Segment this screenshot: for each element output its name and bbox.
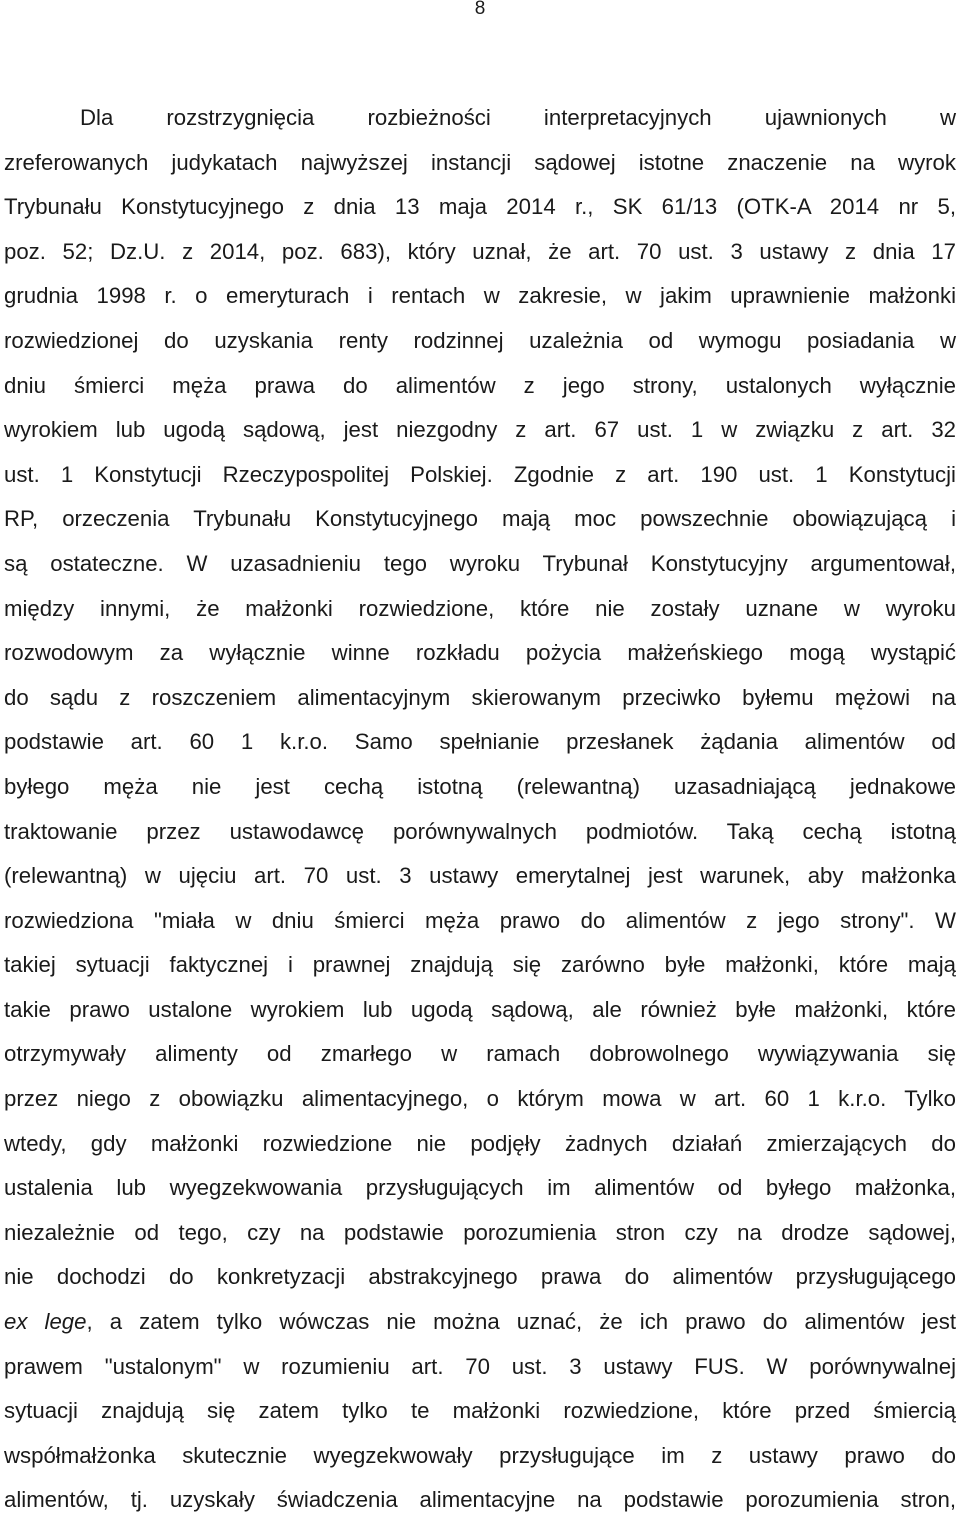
text-line: ustalenia lub wyegzekwowania przysługujących im alimentów od byłego małżonka,	[4, 1175, 956, 1201]
latin-phrase: ex lege	[4, 1309, 87, 1335]
page-number: 8	[474, 0, 486, 19]
text-line: RP, orzeczenia Trybunału Konstytucyjnego mają moc powszechnie obowiązującą i	[4, 506, 956, 532]
text-line: poz. 52; Dz.U. z 2014, poz. 683), który uznał, że art. 70 ust. 3 ustawy z dnia 17	[4, 238, 956, 264]
text-line: ust. 1 Konstytucji Rzeczypospolitej Polskiej. Zgodnie z art. 190 ust. 1 Konstytucji	[4, 461, 956, 487]
text-line: otrzymywały alimenty od zmarłego w ramach dobrowolnego wywiązywania się	[4, 1041, 956, 1067]
text-line: dniu śmierci męża prawa do alimentów z jego strony, ustalonych wyłącznie	[4, 372, 956, 398]
text-line: rozwiedzionej do uzyskania renty rodzinnej uzależnia od wymogu posiadania w	[4, 327, 956, 353]
text-line: współmałżonka skutecznie wyegzekwowały przysługujące im z ustawy prawo do	[4, 1442, 956, 1468]
text-line: ex lege, a zatem tylko wówczas nie można uznać, że ich prawo do alimentów jest	[4, 1309, 956, 1335]
text-line: są ostateczne. W uzasadnieniu tego wyroku Trybunał Konstytucyjny argumentował,	[4, 550, 956, 576]
text-line: traktowanie przez ustawodawcę porównywalnych podmiotów. Taką cechą istotną	[4, 818, 956, 844]
text-line: między innymi, że małżonki rozwiedzione, które nie zostały uznane w wyroku	[4, 595, 956, 621]
text-line: Dla rozstrzygnięcia rozbieżności interpretacyjnych ujawnionych w	[80, 105, 956, 130]
document-body	[4, 96, 956, 1523]
text-line: (relewantną) w ujęciu art. 70 ust. 3 ustawy emerytalnej jest warunek, aby małżonka	[4, 863, 956, 889]
text-line: podstawie art. 60 1 k.r.o. Samo spełnianie przesłanek żądania alimentów od	[4, 729, 956, 755]
text-line: Trybunału Konstytucyjnego z dnia 13 maja 2014 r., SK 61/13 (OTK-A 2014 nr 5,	[4, 194, 956, 220]
text-line: takiej sytuacji faktycznej i prawnej znajdują się zarówno byłe małżonki, które mają	[4, 952, 956, 978]
text-line: wyrokiem lub ugodą sądową, jest niezgodny z art. 67 ust. 1 w związku z art. 32	[4, 417, 956, 443]
text-line: przez niego z obowiązku alimentacyjnego, o którym mowa w art. 60 1 k.r.o. Tylko	[4, 1086, 956, 1112]
text-line: wtedy, gdy małżonki rozwiedzione nie podjęły żadnych działań zmierzających do	[4, 1130, 956, 1156]
text-line: takie prawo ustalone wyrokiem lub ugodą sądową, ale również byłe małżonki, które	[4, 996, 956, 1022]
text-line: rozwodowym za wyłącznie winne rozkładu pożycia małżeńskiego mogą wystąpić	[4, 640, 956, 666]
text-line: grudnia 1998 r. o emeryturach i rentach w zakresie, w jakim uprawnienie małżonki	[4, 283, 956, 309]
text-line: sytuacji znajdują się zatem tylko te małżonki rozwiedzione, które przed śmiercią	[4, 1398, 956, 1424]
text-line: prawem "ustalonym" w rozumieniu art. 70 ust. 3 ustawy FUS. W porównywalnej	[4, 1353, 956, 1379]
text-line: nie dochodzi do konkretyzacji abstrakcyjnego prawa do alimentów przysługującego	[4, 1264, 956, 1290]
text-line: do sądu z roszczeniem alimentacyjnym skierowanym przeciwko byłemu mężowi na	[4, 684, 956, 710]
text-line: rozwiedziona "miała w dniu śmierci męża prawo do alimentów z jego strony". W	[4, 907, 956, 933]
text-line: zreferowanych judykatach najwyższej instancji sądowej istotne znaczenie na wyrok	[4, 149, 956, 175]
text-line: niezależnie od tego, czy na podstawie porozumienia stron czy na drodze sądowej,	[4, 1219, 956, 1245]
text-line: byłego męża nie jest cechą istotną (relewantną) uzasadniającą jednakowe	[4, 773, 956, 799]
text-line: alimentów, tj. uzyskały świadczenia alimentacyjne na podstawie porozumienia stron,	[4, 1487, 956, 1513]
